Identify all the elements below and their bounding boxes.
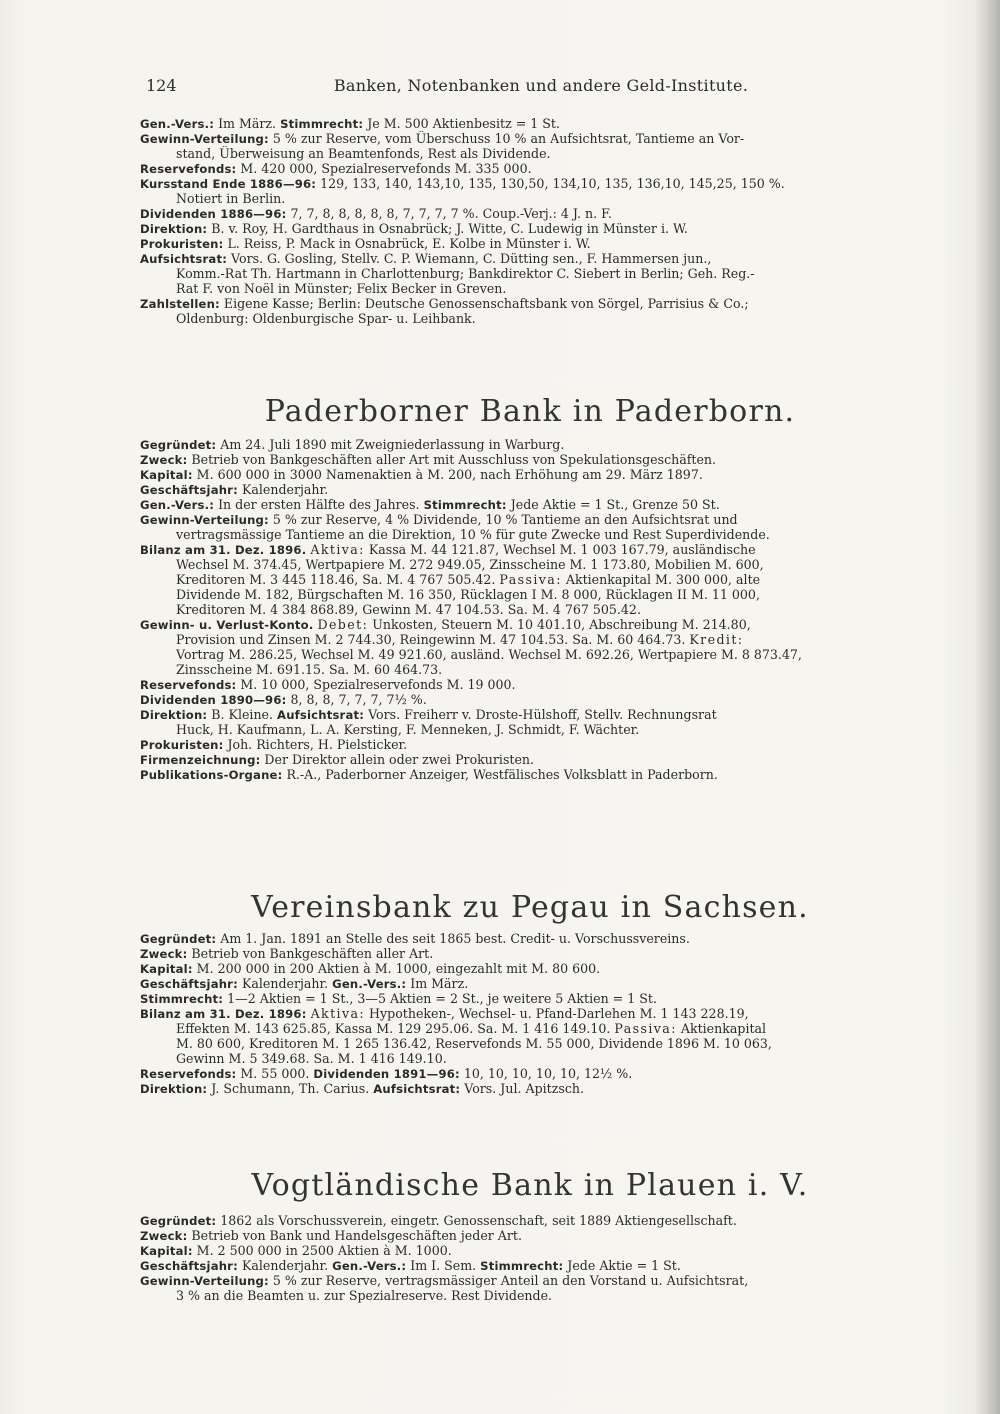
entry-line	[140, 767, 920, 782]
entry-text: M. 200 000 in 200 Aktien à M. 1000, eingezahlt mit M. 80 600.	[192, 961, 601, 976]
entry-text: Kalenderjahr.	[237, 976, 333, 991]
entry-label: Gen.-Vers.:	[140, 498, 215, 512]
entry-text: Effekten M. 143 625.85, Kassa M. 129 295.06. Sa. M. 1 416 149.10.	[176, 1021, 615, 1036]
entry-line	[140, 131, 920, 146]
entry-text: Im März.	[406, 976, 469, 991]
entry-label: Aufsichtsrat:	[277, 708, 365, 722]
entry-text: In der ersten Hälfte des Jahres.	[214, 497, 424, 512]
bank-title-plauen: Vogtländische Bank in Plauen i. V.	[251, 1168, 809, 1203]
entry-text: Huck, H. Kaufmann, L. A. Kersting, F. Menneken, J. Schmidt, F. Wächter.	[176, 722, 640, 737]
entry-line	[140, 632, 920, 647]
entry-line	[140, 467, 920, 482]
entry-subheading: Aktiva:	[310, 1006, 366, 1021]
entry-line	[140, 931, 920, 946]
entry-subheading: Passiva:	[499, 572, 562, 587]
entry-line	[140, 946, 920, 961]
entry-text: Vors. Jul. Apitzsch.	[460, 1081, 584, 1096]
entry-text: Kassa M. 44 121.87, Wechsel M. 1 003 167.79, ausländische	[364, 542, 756, 557]
entry-text: Betrieb von Bank und Handelsgeschäften jeder Art.	[187, 1228, 522, 1243]
entry-text: Vors. Freiherr v. Droste-Hülshoff, Stellv. Rechnungsrat	[364, 707, 717, 722]
entry-line	[140, 482, 920, 497]
entry-label: Prokuristen:	[140, 738, 224, 752]
entry-text: Wechsel M. 374.45, Wertpapiere M. 272 949.05, Zinsscheine M. 1 173.80, Mobilien M. 600,	[176, 557, 764, 572]
entry-label: Gewinn- u. Verlust-Konto.	[140, 618, 314, 632]
entry-text: M. 10 000, Spezialreservefonds M. 19 000.	[236, 677, 516, 692]
entry-line	[140, 1273, 920, 1288]
entry-text: Eigene Kasse; Berlin: Deutsche Genossenschaftsbank von Sörgel, Parrisius & Co.;	[219, 296, 749, 311]
entry-label: Gen.-Vers.:	[140, 117, 215, 131]
entry-text: M. 2 500 000 in 2500 Aktien à M. 1000.	[192, 1243, 452, 1258]
entry-text: Jede Aktie = 1 St., Grenze 50 St.	[506, 497, 720, 512]
entry-label: Zweck:	[140, 453, 188, 467]
entry-text: Je M. 500 Aktienbesitz = 1 St.	[363, 116, 560, 131]
entry-line	[140, 497, 920, 512]
entry-text: R.-A., Paderborner Anzeiger, Westfälisches Volksblatt in Paderborn.	[282, 767, 718, 782]
entry-text: Der Direktor allein oder zwei Prokuristen.	[260, 752, 535, 767]
entry-label: Kursstand Ende 1886—96:	[140, 177, 317, 191]
entry-label: Gegründet:	[140, 1214, 217, 1228]
entry-label: Gen.-Vers.:	[332, 1259, 407, 1273]
entry-line	[140, 1288, 920, 1303]
entry-text: M. 55 000.	[236, 1066, 314, 1081]
entry-label: Geschäftsjahr:	[140, 483, 238, 497]
entry-label: Gewinn-Verteilung:	[140, 132, 269, 146]
entry-subheading: Kredit:	[689, 632, 744, 647]
entry-line	[140, 647, 920, 662]
entry-label: Direktion:	[140, 222, 208, 236]
entry-line	[140, 1228, 920, 1243]
entry-line	[140, 961, 920, 976]
entry-text: Hypotheken-, Wechsel- u. Pfand-Darlehen M. 1 143 228.19,	[365, 1006, 749, 1021]
entry-label: Geschäftsjahr:	[140, 1259, 238, 1273]
entry-label: Gewinn-Verteilung:	[140, 513, 269, 527]
entry-label: Aufsichtsrat:	[373, 1082, 461, 1096]
entry-line	[140, 572, 920, 587]
entry-text: Unkosten, Steuern M. 10 401.10, Abschreibung M. 214.80,	[368, 617, 751, 632]
entry-label: Kapital:	[140, 962, 193, 976]
entry-line	[140, 191, 920, 206]
entry-label: Stimmrecht:	[480, 1259, 564, 1273]
entry-line	[140, 266, 920, 281]
entry-label: Gen.-Vers.:	[332, 977, 407, 991]
entry-text: Komm.-Rat Th. Hartmann in Charlottenburg; Bankdirektor C. Siebert in Berlin; Geh. Reg.-	[176, 266, 755, 281]
entry-line	[140, 737, 920, 752]
entry-text: Notiert in Berlin.	[176, 191, 286, 206]
entry-text: Kalenderjahr.	[237, 1258, 333, 1273]
entry-label: Direktion:	[140, 1082, 208, 1096]
page-number: 124	[146, 76, 177, 95]
entry-line	[140, 281, 920, 296]
section-vogtlaendische-bank	[140, 1213, 920, 1303]
entry-text: Im I. Sem.	[406, 1258, 481, 1273]
entry-text: 8, 8, 8, 7, 7, 7, 7½ %.	[286, 692, 427, 707]
entry-text: Dividende M. 182, Bürgschaften M. 16 350, Rücklagen I M. 8 000, Rücklagen II M. 11 000,	[176, 587, 760, 602]
entry-line	[140, 752, 920, 767]
entry-line	[140, 1243, 920, 1258]
entry-text: Betrieb von Bankgeschäften aller Art mit Ausschluss von Spekulationsgeschäften.	[187, 452, 717, 467]
entry-line	[140, 221, 920, 236]
entry-label: Reservefonds:	[140, 1067, 237, 1081]
entry-text: Vortrag M. 286.25, Wechsel M. 49 921.60, ausländ. Wechsel M. 692.26, Wertpapiere M. 8 873.47,	[176, 647, 802, 662]
entry-label: Publikations-Organe:	[140, 768, 283, 782]
entry-label: Prokuristen:	[140, 237, 224, 251]
page-edge-shadow	[974, 0, 1000, 1414]
entry-line	[140, 662, 920, 677]
entry-line	[140, 206, 920, 221]
entry-line	[140, 296, 920, 311]
entry-text: Joh. Richters, H. Pielsticker.	[223, 737, 408, 752]
entry-text: Am 24. Juli 1890 mit Zweigniederlassung in Warburg.	[216, 437, 565, 452]
entry-text: 1862 als Vorschussverein, eingetr. Genossenschaft, seit 1889 Aktiengesellschaft.	[216, 1213, 737, 1228]
entry-label: Zweck:	[140, 947, 188, 961]
entry-line	[140, 452, 920, 467]
entry-text: B. Kleine.	[207, 707, 278, 722]
entry-line	[140, 437, 920, 452]
entry-label: Kapital:	[140, 1244, 193, 1258]
entry-label: Kapital:	[140, 468, 193, 482]
entry-text: M. 420 000, Spezialreservefonds M. 335 000.	[236, 161, 532, 176]
entry-line	[140, 692, 920, 707]
entry-line	[140, 587, 920, 602]
entry-line	[140, 527, 920, 542]
entry-label: Gegründet:	[140, 932, 217, 946]
entry-line	[140, 557, 920, 572]
entry-line	[140, 602, 920, 617]
entry-label: Bilanz am 31. Dez. 1896:	[140, 1007, 307, 1021]
entry-text: 5 % zur Reserve, 4 % Dividende, 10 % Tantieme an den Aufsichtsrat und	[268, 512, 738, 527]
entry-line	[140, 617, 920, 632]
entry-text: Betrieb von Bankgeschäften aller Art.	[187, 946, 434, 961]
entry-text: Gewinn M. 5 349.68. Sa. M. 1 416 149.10.	[176, 1051, 447, 1066]
entry-text: 5 % zur Reserve, vertragsmässiger Anteil an den Vorstand u. Aufsichtsrat,	[268, 1273, 749, 1288]
entry-text: Kreditoren M. 4 384 868.89, Gewinn M. 47 104.53. Sa. M. 4 767 505.42.	[176, 602, 641, 617]
entry-line	[140, 1213, 920, 1228]
entry-line	[140, 976, 920, 991]
entry-text: 10, 10, 10, 10, 10, 12½ %.	[459, 1066, 633, 1081]
entry-line	[140, 1051, 920, 1066]
entry-text: Kreditoren M. 3 445 118.46, Sa. M. 4 767 505.42.	[176, 572, 500, 587]
entry-text: B. v. Roy, H. Gardthaus in Osnabrück; J. Witte, C. Ludewig in Münster i. W.	[207, 221, 688, 236]
entry-line	[140, 311, 920, 326]
entry-line	[140, 1081, 920, 1096]
entry-text: stand, Überweisung an Beamtenfonds, Rest als Dividende.	[176, 146, 551, 161]
entry-subheading: Debet:	[317, 617, 369, 632]
section-vereinsbank-pegau	[140, 931, 920, 1096]
entry-text: 129, 133, 140, 143,10, 135, 130,50, 134,10, 135, 136,10, 145,25, 150 %.	[316, 176, 785, 191]
running-title: Banken, Notenbanken und andere Geld-Institute.	[333, 76, 749, 95]
entry-line	[140, 116, 920, 131]
entry-text: M. 600 000 in 3000 Namenaktien à M. 200, nach Erhöhung am 29. März 1897.	[192, 467, 703, 482]
entry-label: Firmenzeichnung:	[140, 753, 261, 767]
entry-line	[140, 146, 920, 161]
bank-title-pegau: Vereinsbank zu Pegau in Sachsen.	[251, 890, 809, 925]
entry-text: 1—2 Aktien = 1 St., 3—5 Aktien = 2 St., je weitere 5 Aktien = 1 St.	[223, 991, 657, 1006]
entry-text: Vors. G. Gosling, Stellv. C. P. Wiemann, C. Dütting sen., F. Hammersen jun.,	[227, 251, 712, 266]
entry-label: Stimmrecht:	[423, 498, 507, 512]
entry-label: Aufsichtsrat:	[140, 252, 228, 266]
entry-label: Geschäftsjahr:	[140, 977, 238, 991]
entry-text: vertragsmässige Tantieme an die Direktion, 10 % für gute Zwecke und Rest Superdividende.	[176, 527, 770, 542]
entry-line	[140, 1066, 920, 1081]
entry-label: Reservefonds:	[140, 678, 237, 692]
entry-label: Stimmrecht:	[280, 117, 364, 131]
entry-subheading: Aktiva:	[310, 542, 365, 557]
entry-label: Reservefonds:	[140, 162, 237, 176]
entry-line	[140, 251, 920, 266]
section-preceding-bank	[140, 116, 920, 326]
entry-line	[140, 707, 920, 722]
entry-label: Dividenden 1886—96:	[140, 207, 287, 221]
entry-line	[140, 991, 920, 1006]
entry-subheading: Passiva:	[614, 1021, 677, 1036]
entry-line	[140, 236, 920, 251]
entry-text: Rat F. von Noël in Münster; Felix Becker in Greven.	[176, 281, 507, 296]
entry-line	[140, 1258, 920, 1273]
entry-text: 7, 7, 8, 8, 8, 8, 8, 7, 7, 7, 7 %. Coup.-Verj.: 4 J. n. F.	[286, 206, 612, 221]
entry-text: 5 % zur Reserve, vom Überschuss 10 % an Aufsichtsrat, Tantieme an Vor-	[268, 131, 745, 146]
entry-label: Gegründet:	[140, 438, 217, 452]
entry-text: Aktienkapital M. 300 000, alte	[561, 572, 761, 587]
entry-label: Zahlstellen:	[140, 297, 220, 311]
entry-line	[140, 1036, 920, 1051]
entry-text: M. 80 600, Kreditoren M. 1 265 136.42, Reservefonds M. 55 000, Dividende 1896 M. 10 063,	[176, 1036, 772, 1051]
entry-label: Zweck:	[140, 1229, 188, 1243]
entry-text: 3 % an die Beamten u. zur Spezialreserve. Rest Dividende.	[176, 1288, 553, 1303]
entry-line	[140, 161, 920, 176]
entry-text: J. Schumann, Th. Carius.	[207, 1081, 374, 1096]
entry-label: Direktion:	[140, 708, 208, 722]
entry-text: Provision und Zinsen M. 2 744.30, Reingewinn M. 47 104.53. Sa. M. 60 464.73.	[176, 632, 690, 647]
entry-text: Zinsscheine M. 691.15. Sa. M. 60 464.73.	[176, 662, 443, 677]
entry-text: L. Reiss, P. Mack in Osnabrück, E. Kolbe in Münster i. W.	[223, 236, 591, 251]
entry-label: Dividenden 1891—96:	[313, 1067, 460, 1081]
entry-label: Gewinn-Verteilung:	[140, 1274, 269, 1288]
entry-line	[140, 1006, 920, 1021]
entry-text: Am 1. Jan. 1891 an Stelle des seit 1865 best. Credit- u. Vorschussvereins.	[216, 931, 690, 946]
entry-line	[140, 176, 920, 191]
entry-text: Im März.	[214, 116, 281, 131]
entry-text: Kalenderjahr.	[237, 482, 329, 497]
entry-line	[140, 722, 920, 737]
entry-text: Aktienkapital	[676, 1021, 767, 1036]
entry-label: Dividenden 1890—96:	[140, 693, 287, 707]
page-header	[146, 76, 936, 100]
entry-line	[140, 512, 920, 527]
section-paderborner-bank	[140, 437, 920, 782]
entry-label: Stimmrecht:	[140, 992, 224, 1006]
entry-line	[140, 1021, 920, 1036]
entry-label: Bilanz am 31. Dez. 1896.	[140, 543, 307, 557]
entry-line	[140, 542, 920, 557]
entry-text: Jede Aktie = 1 St.	[563, 1258, 681, 1273]
entry-line	[140, 677, 920, 692]
entry-text: Oldenburg: Oldenburgische Spar- u. Leihbank.	[176, 311, 476, 326]
bank-title-paderborner: Paderborner Bank in Paderborn.	[264, 394, 796, 429]
